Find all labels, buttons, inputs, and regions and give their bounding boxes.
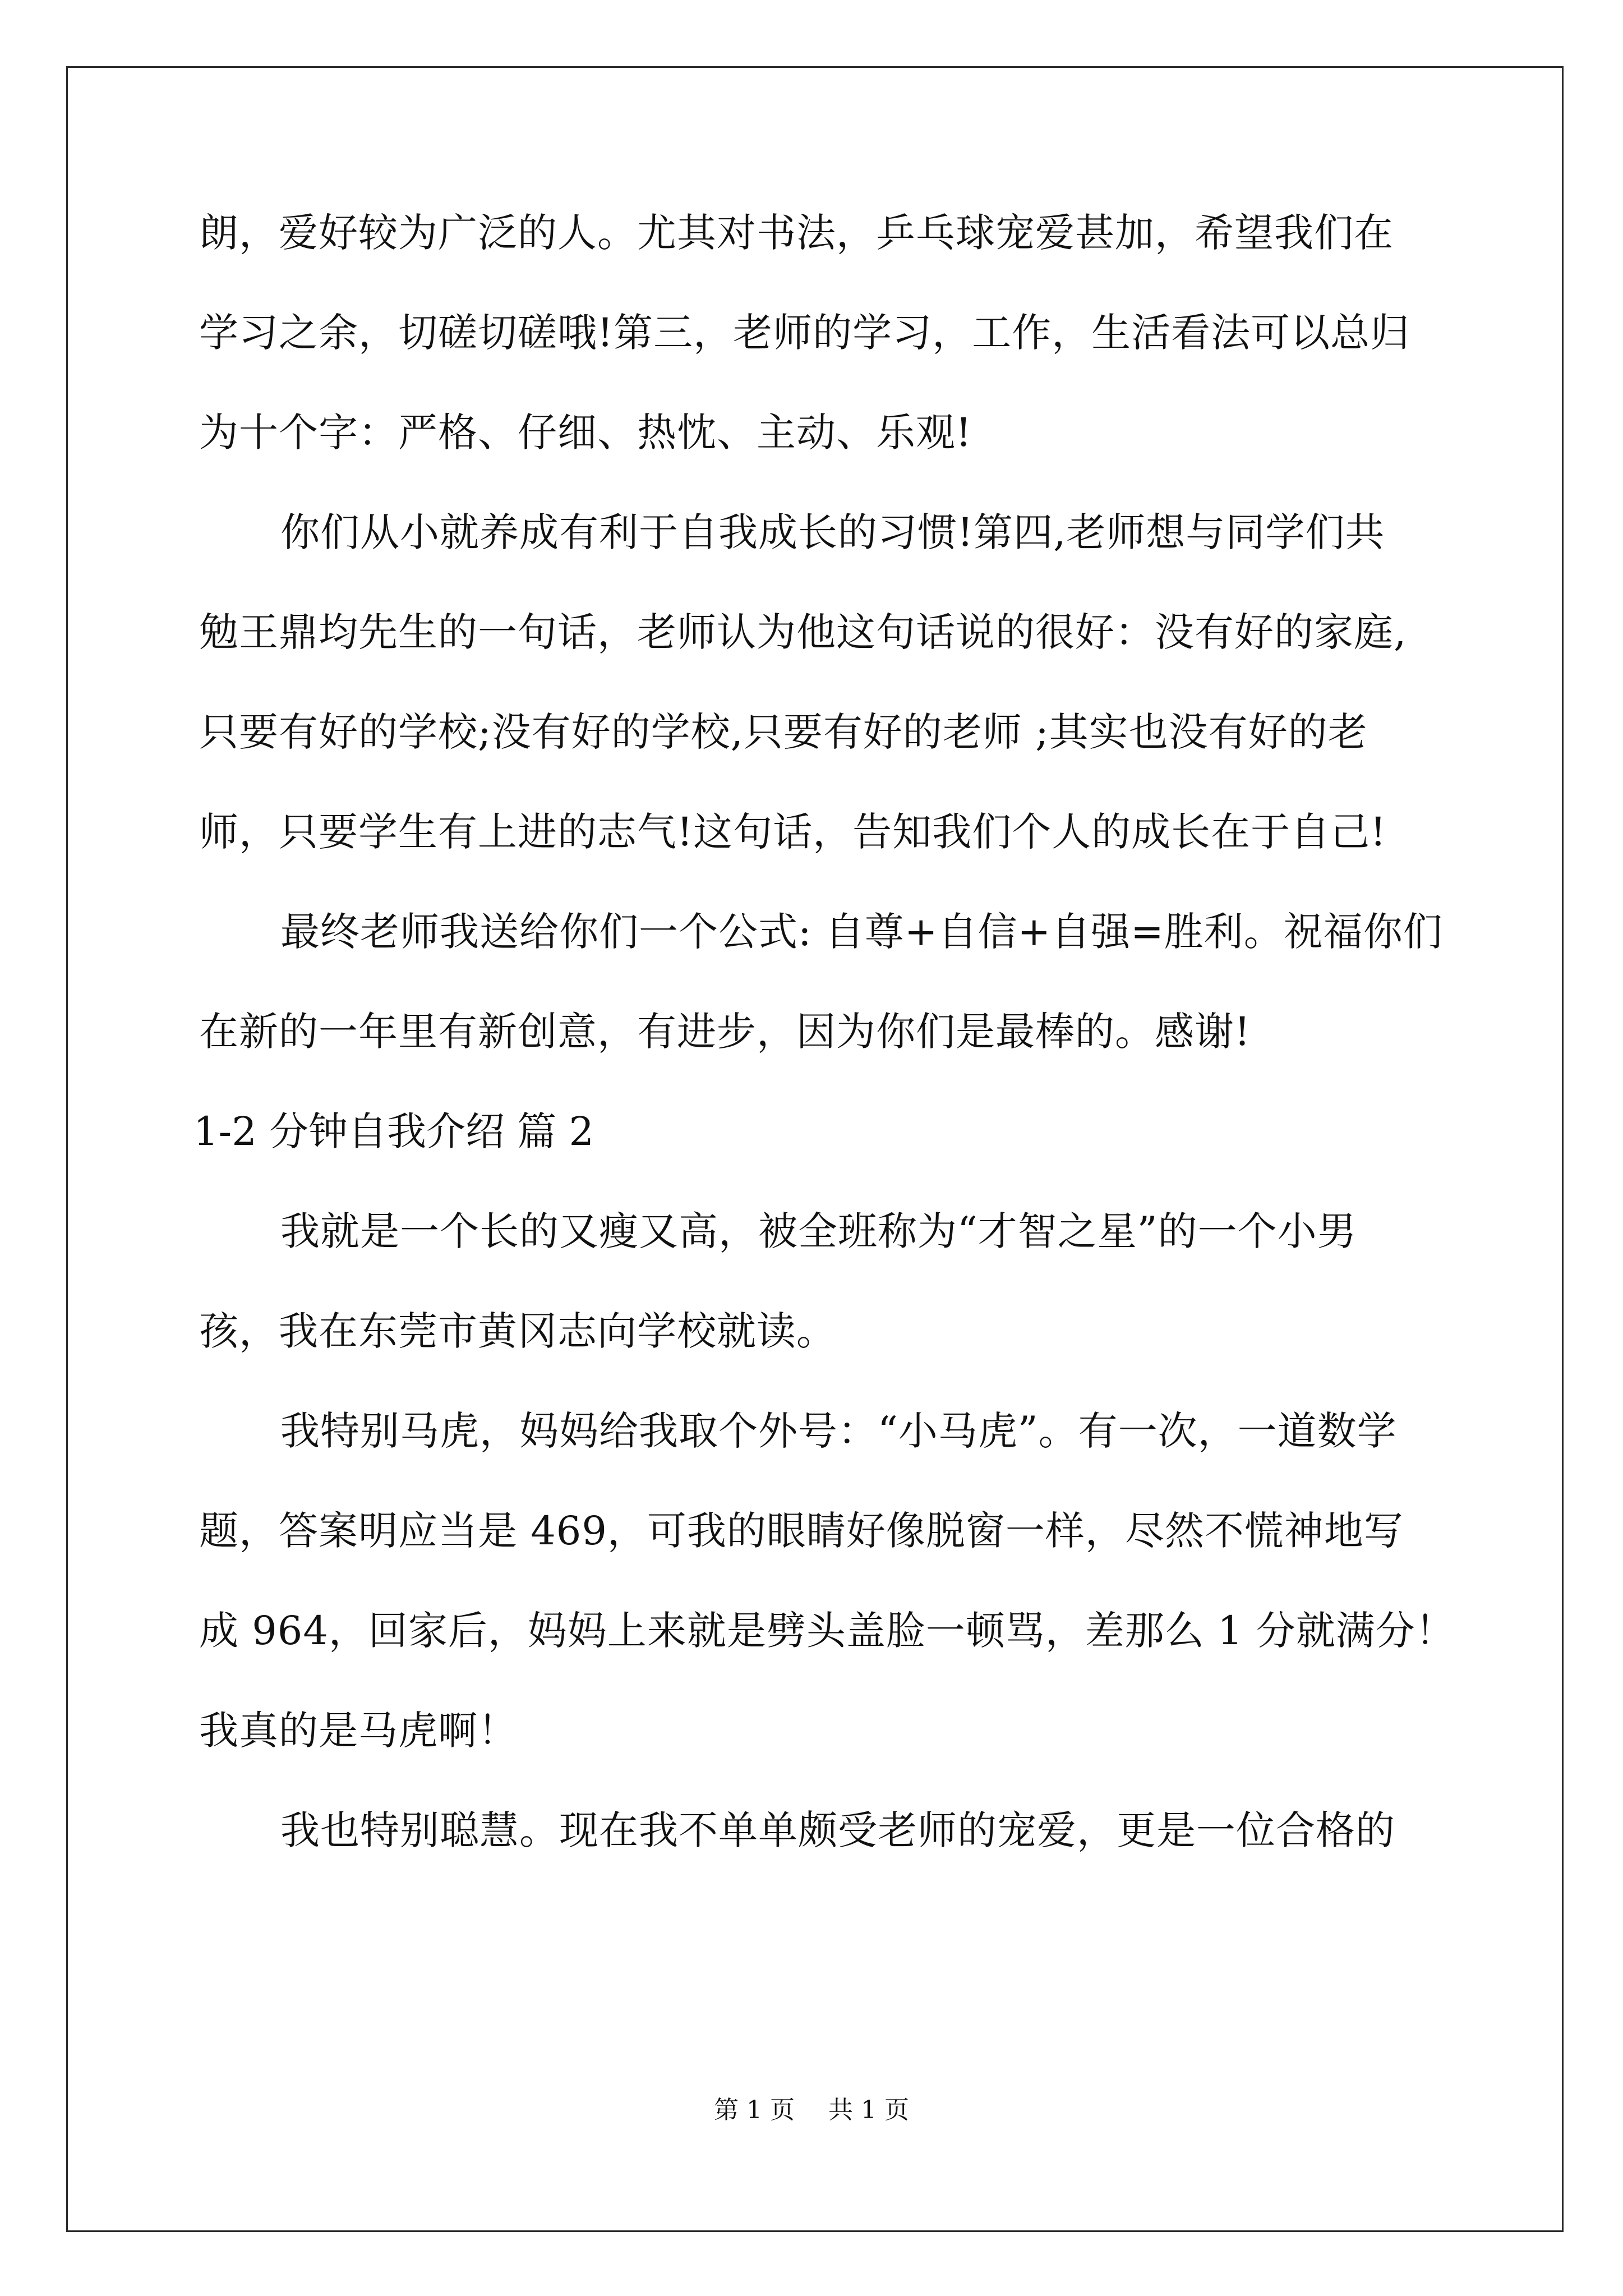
page-number: 第 1 页	[714, 2096, 795, 2124]
text-line: 勉王鼎均先生的一句话，老师认为他这句话说的很好：没有好的家庭,	[199, 609, 1407, 655]
page-total: 共 1 页	[828, 2096, 909, 2124]
page-footer	[0, 2093, 1623, 2127]
text-line: 只要有好的学校;没有好的学校,只要有好的老师 ;其实也没有好的老	[199, 709, 1368, 755]
paragraph-start-line: 我特别马虎，妈妈给我取个外号：“小马虎”。有一次，一道数学	[280, 1408, 1397, 1454]
text-line: 孩，我在东莞市黄冈志向学校就读。	[199, 1308, 836, 1354]
text-line: 在新的一年里有新创意，有进步，因为你们是最棒的。感谢!	[199, 1009, 1251, 1055]
paragraph-start-line: 你们从小就养成有利于自我成长的习惯!第四,老师想与同学们共	[280, 509, 1385, 555]
text-line: 师，只要学生有上进的志气!这句话，告知我们个人的成长在于自己!	[199, 809, 1387, 855]
text-line: 我真的是马虎啊！	[199, 1708, 518, 1754]
text-line: 朗，爱好较为广泛的人。尤其对书法，乒乓球宠爱甚加，希望我们在	[199, 210, 1394, 256]
text-line: 题，答案明应当是 469，可我的眼睛好像脱窗一样，尽然不慌神地写	[199, 1508, 1404, 1554]
text-line: 为十个字：严格、仔细、热忱、主动、乐观!	[199, 409, 972, 455]
paragraph-start-line: 最终老师我送给你们一个公式: 自尊+自信+自强=胜利。祝福你们	[280, 909, 1443, 955]
paragraph-start-line: 我也特别聪慧。现在我不单单颇受老师的宠爱，更是一位合格的	[280, 1807, 1395, 1853]
paragraph-start-line: 我就是一个长的又瘦又高，被全班称为“才智之星”的一个小男	[280, 1208, 1357, 1254]
section-heading: 1-2 分钟自我介绍 篇 2	[193, 1108, 594, 1154]
text-line: 成 964，回家后，妈妈上来就是劈头盖脸一顿骂，差那么 1 分就满分！	[199, 1608, 1455, 1654]
text-line: 学习之余，切磋切磋哦!第三，老师的学习，工作，生活看法可以总归	[199, 310, 1410, 356]
